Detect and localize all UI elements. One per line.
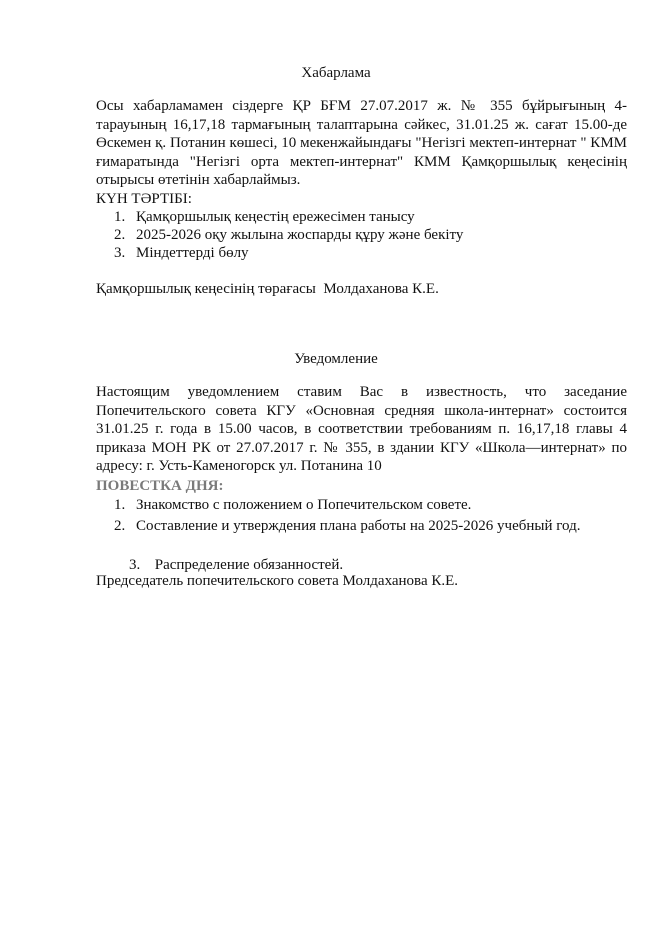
kz-agenda-item-3 [114, 244, 249, 262]
ru-agenda-num-1: 1. [114, 497, 126, 513]
kz-agenda-num-2: 2. [114, 227, 126, 243]
kz-body: Осы хабарламамен сіздерге ҚР БҒМ 27.07.2017 ж. № 355 бұйрығының 4-тарауының 16,17,18 тармағының талаптарына сәйкес, 31.01.25 ж. сағат 15.00-де Өскемен қ. Потанин көшесі, 10 мекенжайындағы "Негізгі мектеп-интернат " КММ ғимаратында "Негізгі орта мектеп-интернат" КММ Қамқоршылық кеңесінің отырысы өтетінін хабарлаймыз. [96, 98, 627, 189]
kz-agenda-text-1: Қамқоршылық кеңестің ережесімен танысу [136, 209, 415, 225]
kz-agenda-text-3: Міндеттерді бөлу [136, 245, 249, 261]
kz-agenda-num-3: 3. [114, 245, 126, 261]
kz-agenda-text-2: 2025-2026 оқу жылына жоспарды құру және бекіту [136, 227, 464, 243]
ru-signature: Председатель попечительского совета Молдаханова К.Е. [96, 573, 459, 589]
kz-title: Хабарлама [301, 65, 371, 81]
kz-agenda-heading: КҮН ТӘРТІБІ: [96, 191, 192, 207]
ru-agenda-num-2: 2. [114, 518, 126, 534]
ru-agenda-text-1: Знакомство с положением о Попечительском совете. [136, 497, 472, 513]
ru-agenda-item-2 [114, 517, 580, 535]
kz-agenda-item-1 [114, 208, 415, 226]
kz-agenda-item-2 [114, 226, 463, 244]
ru-agenda-text-3: Распределение обязанностей. [151, 557, 344, 573]
ru-body: Настоящим уведомлением ставим Вас в известность, что заседание Попечительского совета КГУ «Основная средняя школа-интернат» состоится 31.01.25 г. года в 15.00 часов, в соответствии требованиям п. 16,17,18 главы 4 приказа МОН РК от 27.07.2017 г. № 355, в здании КГУ «Школа—интернат» по адресу: г. Усть-Каменогорск ул. Потанина 10 [96, 384, 627, 475]
ru-agenda-num-3: 3. [129, 557, 141, 573]
ru-agenda-item-1 [114, 496, 471, 514]
kz-agenda-num-1: 1. [114, 209, 126, 225]
ru-agenda-text-2: Составление и утверждения плана работы на 2025-2026 учебный год. [136, 518, 581, 534]
ru-agenda-heading: ПОВЕСТКА ДНЯ: [96, 478, 224, 494]
ru-title: Уведомление [294, 351, 378, 367]
kz-signature: Қамқоршылық кеңесінің төрағасы Молдаханова К.Е. [96, 281, 439, 297]
